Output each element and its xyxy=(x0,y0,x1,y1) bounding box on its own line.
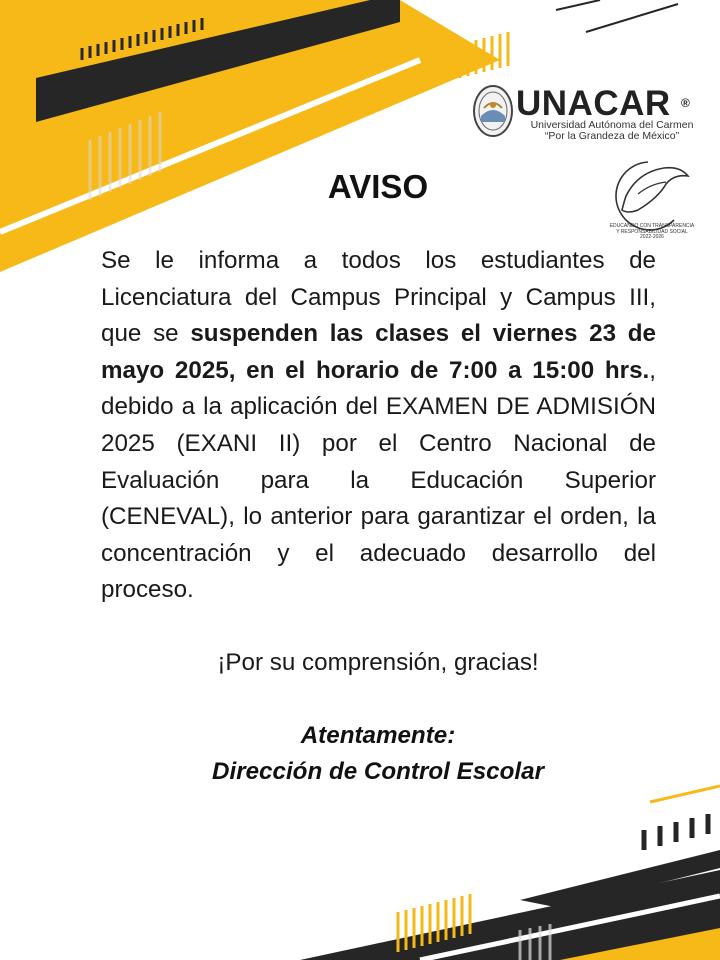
transparency-line-1: EDUCANDO CON TRANSPARENCIA xyxy=(609,223,695,229)
notice-body-part-1: Se le informa a todos los estudiantes de Licenciatura del Campus Principal y Campus III, que se xyxy=(101,247,656,348)
university-motto: “Por la Grandeza de México” xyxy=(544,130,680,142)
notice-title: AVISO xyxy=(327,168,429,205)
bottom-yellow-line xyxy=(650,786,720,802)
signature-office: Dirección de Control Escolar xyxy=(212,758,544,785)
notice-body-highlight: suspenden las clases el viernes 23 de mayo 2025, en el horario de 7:00 a 15:00 hrs. xyxy=(101,320,657,384)
notice-body-part-2: , debido a la aplicación del EXAMEN DE ADMISIÓN 2025 (EXANI II) por el Centro Nacional de Evaluación para la Educación Superior (CENEVAL), lo anterior para garantizar el orden, la concentración y el adecuado desarrollo del proceso. xyxy=(101,356,656,604)
transparency-line-3: 2022-2026 xyxy=(640,234,664,240)
thanks-message: ¡Por su comprensión, gracias! xyxy=(217,649,539,676)
transparency-line-2: Y RESPONSABILIDAD SOCIAL xyxy=(616,228,688,235)
bottom-dark-ticks xyxy=(644,814,708,850)
top-right-thin-line-2 xyxy=(556,0,600,10)
top-right-thin-line-1 xyxy=(586,4,678,32)
unacar-logo-text: UNACAR xyxy=(516,84,671,123)
university-name: Universidad Autónoma del Carmen xyxy=(530,119,694,131)
unacar-subtitle xyxy=(517,120,707,142)
registered-mark: ® xyxy=(681,96,690,110)
closing-salutation: Atentamente: xyxy=(300,722,456,749)
transparency-seal-text xyxy=(606,224,698,241)
unacar-seal-icon xyxy=(472,84,514,138)
notice-body xyxy=(101,243,656,609)
